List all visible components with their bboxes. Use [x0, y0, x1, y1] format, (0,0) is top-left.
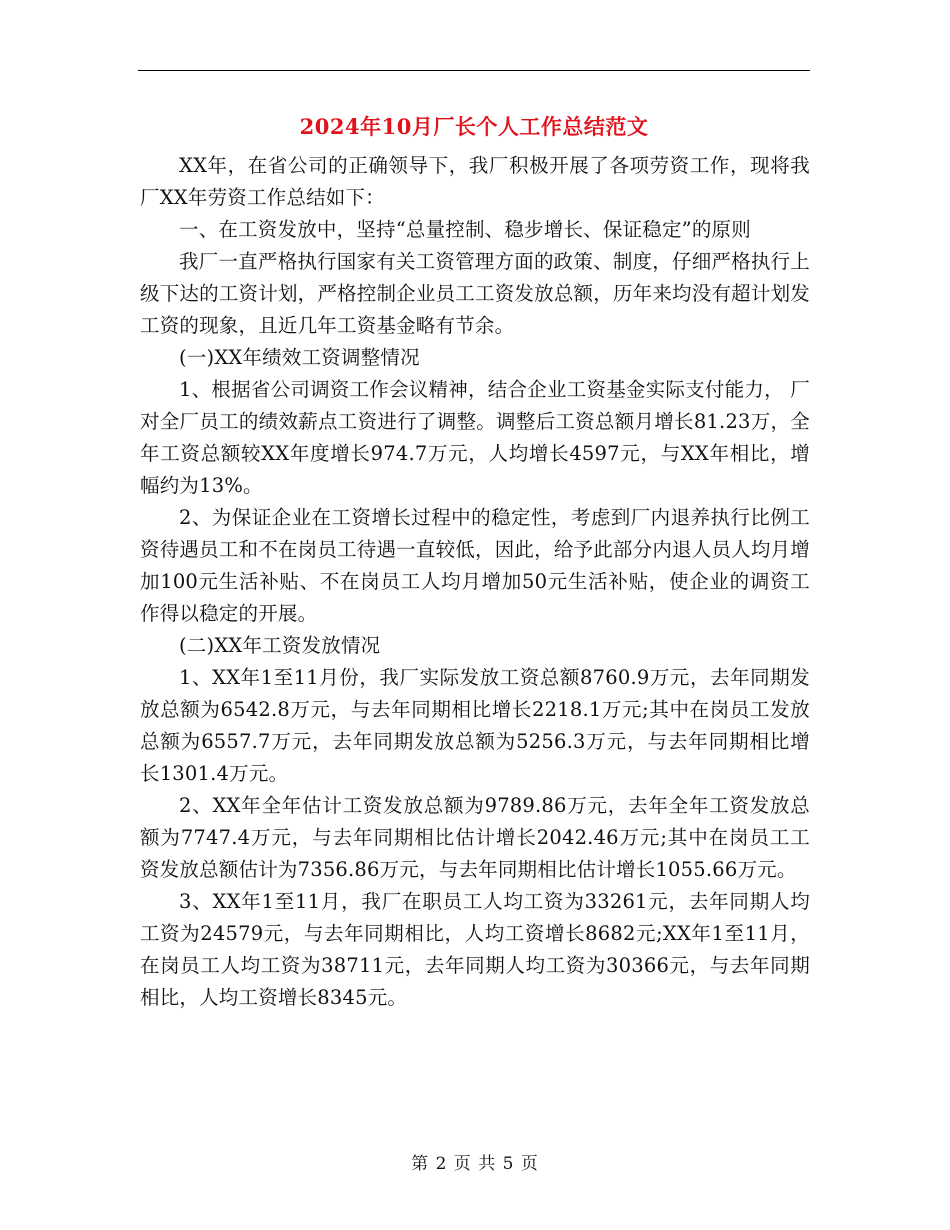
subsection-heading-2: (二)XX年工资发放情况 — [179, 634, 381, 657]
subsection-heading-1: (一)XX年绩效工资调整情况 — [179, 346, 420, 369]
paragraph-item-2: 2、为保证企业在工资增长过程中的稳定性，考虑到厂内退养执行比例工资待遇员工和不在岗员工待遇一直较低，因此，给予此部分内退人员人均月增加100元生活补贴、不在岗员工人均月增加50元生活补贴，使企业的调资工作得以稳定的开展。 — [140, 506, 810, 625]
paragraph-item-1b: 1、XX年1至11月份，我厂实际发放工资总额8760.9万元，去年同期发放总额为6542.8万元，与去年同期相比增长2218.1万元;其中在岗员工发放总额为6557.7万元，去年同期发放总额为5256.3万元，与去年同期相比增长1301.4万元。 — [140, 666, 810, 785]
paragraph-wage-policy: 我厂一直严格执行国家有关工资管理方面的政策、制度，仔细严格执行上级下达的工资计划，严格控制企业员工工资发放总额，历年来均没有超计划发工资的现象，且近几年工资基金略有节余。 — [140, 250, 810, 337]
header-rule — [138, 70, 810, 71]
paragraph-intro: XX年，在省公司的正确领导下，我厂积极开展了各项劳资工作，现将我厂XX年劳资工作总结如下： — [140, 154, 810, 209]
document-title: 2024年10月厂长个人工作总结范文 — [299, 114, 649, 139]
section-heading-1: 一、在工资发放中，坚持“总量控制、稳步增长、保证稳定”的原则 — [179, 218, 751, 241]
paragraph-item-3b: 3、XX年1至11月，我厂在职员工人均工资为33261元，去年同期人均工资为24579元，与去年同期相比，人均工资增长8682元;XX年1至11月，在岗员工人均工资为38711元，去年同期人均工资为30366元，与去年同期相比，人均工资增长8345元。 — [140, 890, 810, 1009]
paragraph-item-2b: 2、XX年全年估计工资发放总额为9789.86万元，去年全年工资发放总额为7747.4万元，与去年同期相比估计增长2042.46万元;其中在岗员工工资发放总额估计为7356.86万元，与去年同期相比估计增长1055.66万元。 — [140, 794, 810, 881]
document-body — [140, 150, 810, 1014]
page-number: 第 2 页 共 5 页 — [411, 1154, 539, 1174]
paragraph-item-1: 1、根据省公司调资工作会议精神，结合企业工资基金实际支付能力， 厂对全厂员工的绩效薪点工资进行了调整。调整后工资总额月增长81.23万，全年工资总额较XX年度增长974.7万元，人均增长4597元，与XX年相比，增幅约为13%。 — [140, 378, 810, 497]
